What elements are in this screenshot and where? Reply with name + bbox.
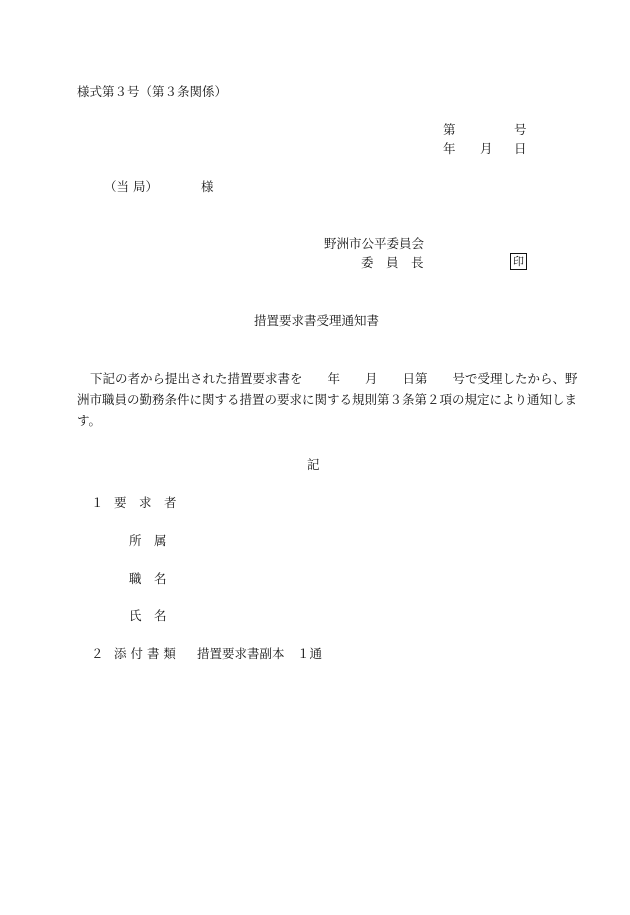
name-label: 氏 名 <box>129 608 167 623</box>
doc-date-day: 日 <box>514 141 527 156</box>
item2-value: 措置要求書副本 １通 <box>197 646 323 661</box>
addressee-name: （当 局） <box>104 179 158 194</box>
position-label: 職 名 <box>129 571 167 586</box>
document-title: 措置要求書受理通知書 <box>254 313 380 328</box>
sender-title: 委 員 長 <box>361 255 424 270</box>
form-number: 様式第３号（第３条関係） <box>77 84 228 99</box>
addressee-honorific: 様 <box>201 179 214 194</box>
seal-mark: 印 <box>510 253 527 270</box>
item2-label: 添 付 書 類 <box>114 646 176 661</box>
item1-number: １ <box>91 495 104 510</box>
body-line-2: 洲市職員の勤務条件に関する措置の要求に関する規則第３条第２項の規定により通知しま <box>77 392 578 407</box>
doc-date-month: 月 <box>480 141 493 156</box>
ki-heading: 記 <box>307 457 320 472</box>
doc-number-suffix: 号 <box>514 122 527 137</box>
body-line-3: す。 <box>77 413 102 428</box>
item2-number: ２ <box>91 646 104 661</box>
affiliation-label: 所 属 <box>129 533 167 548</box>
doc-number-prefix: 第 <box>443 122 456 137</box>
item1-label: 要 求 者 <box>114 495 177 510</box>
body-line-1: 下記の者から提出された措置要求書を 年 月 日第 号で受理したから、野 <box>90 371 578 386</box>
doc-date-year: 年 <box>443 141 456 156</box>
sender-org: 野洲市公平委員会 <box>324 236 425 251</box>
